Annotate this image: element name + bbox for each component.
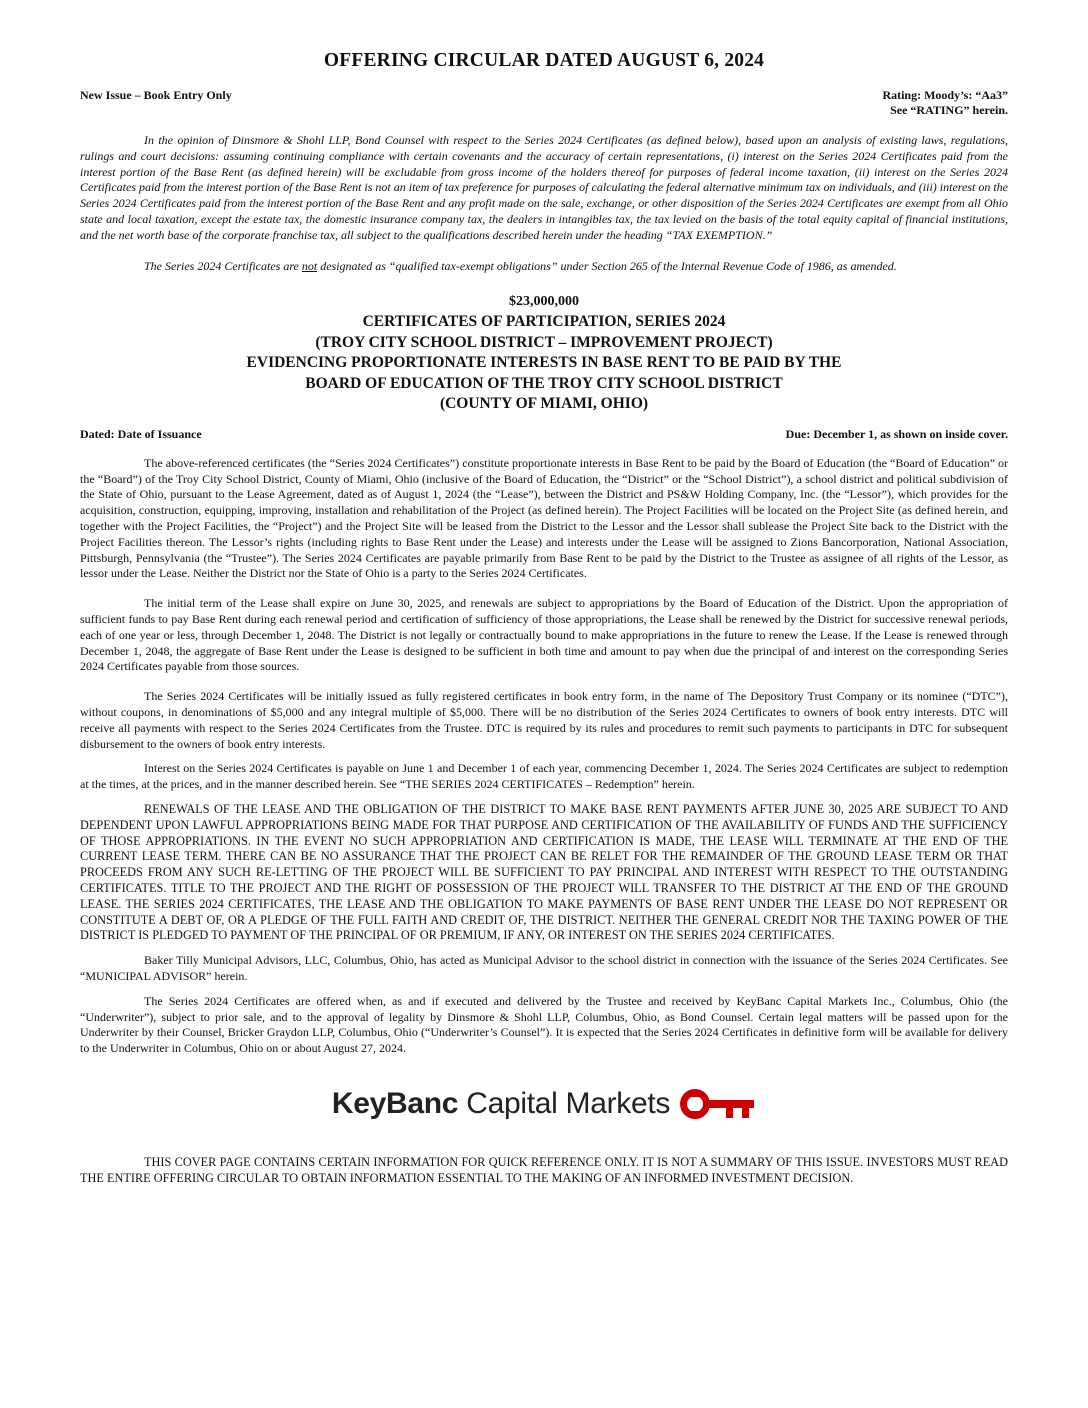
offering-line-1: CERTIFICATES OF PARTICIPATION, SERIES 2024 bbox=[362, 313, 726, 331]
logo-wordmark bbox=[332, 1087, 670, 1121]
dated-date: Dated: Date of Issuance bbox=[80, 426, 202, 441]
bond-counsel-opinion: In the opinion of Dinsmore & Shohl LLP, Bond Counsel with respect to the Series 2024 Certificates (as defined below), based upon an analysis of existing laws, regulations, rulings and court decisions: assuming continuing compliance with certain covenants and the accuracy of certain representations, (i) interest on the Series 2024 Certificates paid from the interest portion of the Base Rent (as defined herein) will be excludable from gross income of the holders thereof for purposes of federal income taxation, (ii) interest on the Series 2024 Certificates paid from the interest portion of the Base Rent is not an item of tax preference for purposes of calculating the federal alternative minimum tax on individuals, and (iii) interest on the Series 2024 Certificates paid from the interest portion of the Base Rent and any profit made on the sale, exchange, or other disposition of the Series 2024 Certificates are exempt from all Ohio state and local taxation, except the estate tax, the domestic insurance company tax, the dealers in intangibles tax, the tax levied on the basis of the total equity capital of financial institutions, and the net worth base of the corporate franchise tax, all subject to the qualifications described herein under the heading “TAX EXEMPTION.” bbox=[80, 133, 1008, 242]
offering-circular-page bbox=[80, 50, 1008, 1187]
paragraph-risk-caps: RENEWALS OF THE LEASE AND THE OBLIGATION OF THE DISTRICT TO MAKE BASE RENT PAYMENTS AFTER JUNE 30, 2025 ARE SUBJECT TO AND DEPENDENT UPON LAWFUL APPROPRIATIONS BEING MADE FOR THAT PURPOSE AND CERTIFICATION OF THE AVAILABILITY OF FUNDS AND THE SUFFICIENCY OF THOSE APPROPRIATIONS. IN THE EVENT NO SUCH APPROPRIATION AND CERTIFICATION IS MADE, THE LEASE WILL TERMINATE AT THE END OF THE CURRENT LEASE TERM. THERE CAN BE NO ASSURANCE THAT THE PROJECT CAN BE RELET FOR THE REMAINDER OF THE GROUND LEASE TERM OR THAT PROCEEDS FROM ANY SUCH RE-LETTING OF THE PROJECT WILL BE SUFFICIENT TO PAY PRINCIPAL AND INTEREST WITH RESPECT TO THE OUTSTANDING CERTIFICATES. TITLE TO THE PROJECT AND THE RIGHT OF POSSESSION OF THE PROJECT WILL TRANSFER TO THE DISTRICT AT THE END OF THE GROUND LEASE. THE SERIES 2024 CERTIFICATES, THE LEASE AND THE OBLIGATION TO MAKE PAYMENTS OF BASE RENT UNDER THE LEASE DO NOT REPRESENT OR CONSTITUTE A DEBT OF, OR A PLEDGE OF THE FULL FAITH AND CREDIT OF, THE DISTRICT. NEITHER THE GENERAL CREDIT NOR THE TAXING POWER OF THE DISTRICT IS PLEDGED TO PAYMENT OF THE PRINCIPAL OF OR PREMIUM, IF ANY, OR INTEREST ON THE SERIES 2024 CERTIFICATES. bbox=[80, 802, 1008, 943]
document-title: OFFERING CIRCULAR DATED AUGUST 6, 2024 bbox=[323, 50, 765, 71]
key-icon bbox=[680, 1087, 756, 1121]
qualified-text-underlined: not bbox=[301, 258, 318, 273]
rating: Rating: Moody’s: “Aa3” bbox=[882, 88, 1008, 102]
paragraph-municipal-advisor: Baker Tilly Municipal Advisors, LLC, Columbus, Ohio, has acted as Municipal Advisor to the school district in connection with the issuance of the Series 2024 Certificates. See “MUNICIPAL ADVISOR” herein. bbox=[80, 953, 1008, 983]
rating-block bbox=[882, 88, 1008, 118]
qualified-text-after: designated as “qualified tax-exempt obligations” under Section 265 of the Internal Revenue Code of 1986, as amended. bbox=[317, 258, 897, 273]
paragraph-book-entry: The Series 2024 Certificates will be initially issued as fully registered certificates in book entry form, in the name of The Depository Trust Company or its nominee (“DTC”), without coupons, in denominations of $5,000 and any integral multiple of $5,000. There will be no distribution of the Series 2024 Certificates to owners of book entry interests. DTC will receive all payments with respect to the Series 2024 Certificates from the Trustee. DTC is required by its rules and procedures to remit such payments to participants in DTC for subsequent disbursement to the owners of book entry interests. bbox=[80, 689, 1008, 751]
offering-line-5: (COUNTY OF MIAMI, OHIO) bbox=[439, 395, 649, 413]
dated-due-row bbox=[80, 427, 1008, 442]
qualified-text-before: The Series 2024 Certificates are bbox=[144, 258, 302, 273]
logo-brand-rest: Capital Markets bbox=[458, 1086, 671, 1120]
offering-amount: $23,000,000 bbox=[509, 294, 579, 310]
logo-brand-bold: KeyBanc bbox=[331, 1086, 459, 1120]
paragraph-certificates-description: The above-referenced certificates (the “Series 2024 Certificates”) constitute proportionate interests in Base Rent to be paid by the Board of Education (the “Board of Education” or the “Board”) of the Troy City School District, County of Miami, Ohio (inclusive of the Board of Education, the “District” or the “School District”), a school district and political subdivision of the State of Ohio, pursuant to the Lease Agreement, dated as of August 1, 2024 (the “Lease”), between the District and PS&W Holding Company, Inc. (the “Lessor”), which provides for the acquisition, construction, equipping, improving, installation and rehabilitation of the Project (as defined herein). The Project Facilities will be located on the Project Site (as defined herein, and together with the Project Facilities, the “Project”) and the Project Site will be leased from the District to the Lessor and the Lessor shall sublease the Project Site back to the District with the Project Facilities thereon. The Lessor’s rights (including rights to Base Rent under the Lease) and interests under the Lease will be assigned to Zions Bancorporation, National Association, Pittsburgh, Pennsylvania (the “Trustee”). The Series 2024 Certificates are payable primarily from Base Rent to be paid by the District to the Trustee as assignee of all rights of the Lessor, as lessor under the Lease. Neither the District nor the State of Ohio is a party to the Series 2024 Certificates. bbox=[80, 455, 1008, 581]
paragraph-lease-term: The initial term of the Lease shall expire on June 30, 2025, and renewals are subject to appropriations by the Board of Education of the District. Upon the appropriation of sufficient funds to pay Base Rent during each renewal period and certification of sufficiency of those appropriations, the Lease shall be renewed by the District for successive renewal periods, each of one year or less, through December 1, 2048. The District is not legally or contractually bound to make appropriations in the future to renew the Lease. If the Lease is renewed through December 1, 2048, the aggregate of Base Rent under the Lease is designed to be sufficient in both time and amount to pay when due the principal of and interest on the corresponding Series 2024 Certificates payable from those sources. bbox=[80, 596, 1008, 674]
issue-rating-row bbox=[80, 88, 1008, 118]
issue-type: New Issue – Book Entry Only bbox=[80, 88, 232, 102]
paragraph-underwriter: The Series 2024 Certificates are offered when, as and if executed and delivered by the Trustee and received by KeyBanc Capital Markets Inc., Columbus, Ohio (the “Underwriter”), subject to prior sale, and to the approval of legality by Dinsmore & Shohl LLP, Columbus, Ohio, as Bond Counsel. Certain legal matters will be passed upon for the Underwriter by their Counsel, Bricker Graydon LLP, Columbus, Ohio (“Underwriter’s Counsel”). It is expected that the Series 2024 Certificates in definitive form will be available for delivery to the Underwriter in Columbus, Ohio on or about August 27, 2024. bbox=[80, 993, 1008, 1056]
rating-reference: See “RATING” herein. bbox=[890, 103, 1008, 117]
offering-line-3: EVIDENCING PROPORTIONATE INTERESTS IN BASE RENT TO BE PAID BY THE bbox=[246, 354, 842, 372]
paragraph-interest: Interest on the Series 2024 Certificates is payable on June 1 and December 1 of each year, commencing December 1, 2024. The Series 2024 Certificates are subject to redemption at the times, at the prices, and in the manner described herein. See “THE SERIES 2024 CERTIFICATES – Redemption” herein. bbox=[80, 761, 1008, 792]
offering-line-4: BOARD OF EDUCATION OF THE TROY CITY SCHOOL DISTRICT bbox=[305, 374, 783, 392]
due-date: Due: December 1, as shown on inside cover. bbox=[785, 426, 1008, 441]
cover-page-notice: THIS COVER PAGE CONTAINS CERTAIN INFORMATION FOR QUICK REFERENCE ONLY. IT IS NOT A SUMMARY OF THIS ISSUE. INVESTORS MUST READ THE ENTIRE OFFERING CIRCULAR TO OBTAIN INFORMATION ESSENTIAL TO THE MAKING OF AN INFORMED INVESTMENT DECISION. bbox=[80, 1154, 1008, 1185]
offering-line-2: (TROY CITY SCHOOL DISTRICT – IMPROVEMENT PROJECT) bbox=[315, 333, 773, 351]
offering-heading bbox=[80, 292, 1008, 415]
qualified-tax-exempt-notice bbox=[80, 259, 1008, 275]
keybanc-logo bbox=[80, 1081, 1008, 1127]
